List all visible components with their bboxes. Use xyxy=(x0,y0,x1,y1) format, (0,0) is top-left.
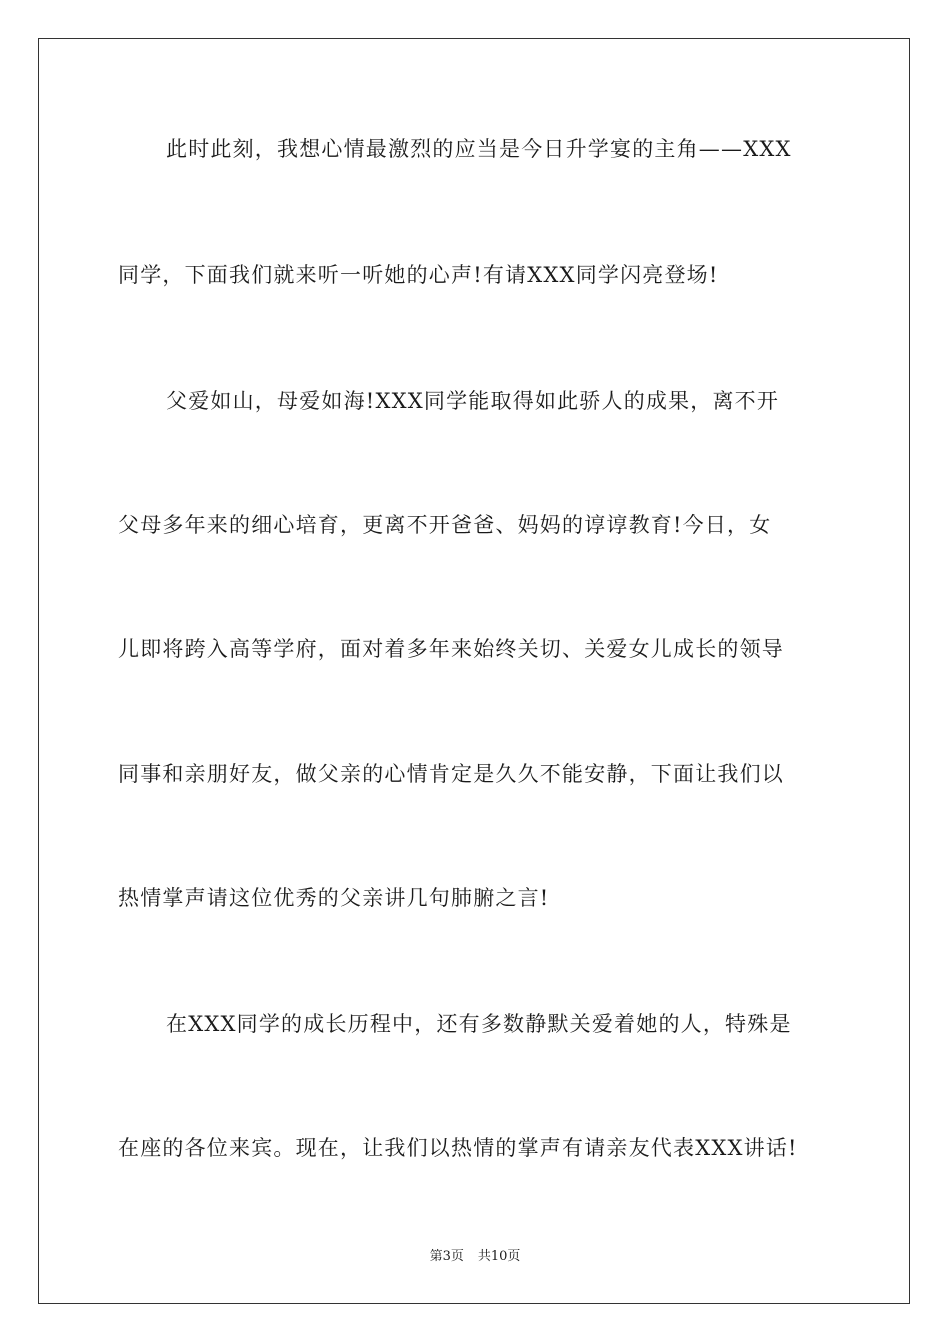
paragraph-2-line-4: 同事和亲朋好友，做父亲的心情肯定是久久不能安静，下面让我们以 xyxy=(118,762,784,786)
paragraph-3-line-2: 在座的各位来宾。现在，让我们以热情的掌声有请亲友代表XXX讲话! xyxy=(118,1136,798,1160)
paragraph-2-line-1: 父爱如山，母爱如海!XXX同学能取得如此骄人的成果，离不开 xyxy=(166,389,780,413)
page-number: 第3页 xyxy=(429,1249,464,1264)
paragraph-2-line-3: 儿即将跨入高等学府，面对着多年来始终关切、关爱女儿成长的领导 xyxy=(118,637,784,661)
paragraph-1-line-2: 同学，下面我们就来听一听她的心声!有请XXX同学闪亮登场! xyxy=(118,263,719,287)
page-border xyxy=(38,38,910,1304)
paragraph-3-line-1: 在XXX同学的成长历程中，还有多数静默关爱着她的人，特殊是 xyxy=(166,1012,792,1036)
paragraph-2-line-2: 父母多年来的细心培育，更离不开爸爸、妈妈的谆谆教育!今日，女 xyxy=(118,513,772,537)
page-footer xyxy=(0,1248,950,1266)
paragraph-2-line-5: 热情掌声请这位优秀的父亲讲几句肺腑之言! xyxy=(118,886,550,910)
paragraph-1-line-1: 此时此刻，我想心情最激烈的应当是今日升学宴的主角——XXX xyxy=(166,137,792,161)
page-total: 共10页 xyxy=(477,1249,521,1264)
